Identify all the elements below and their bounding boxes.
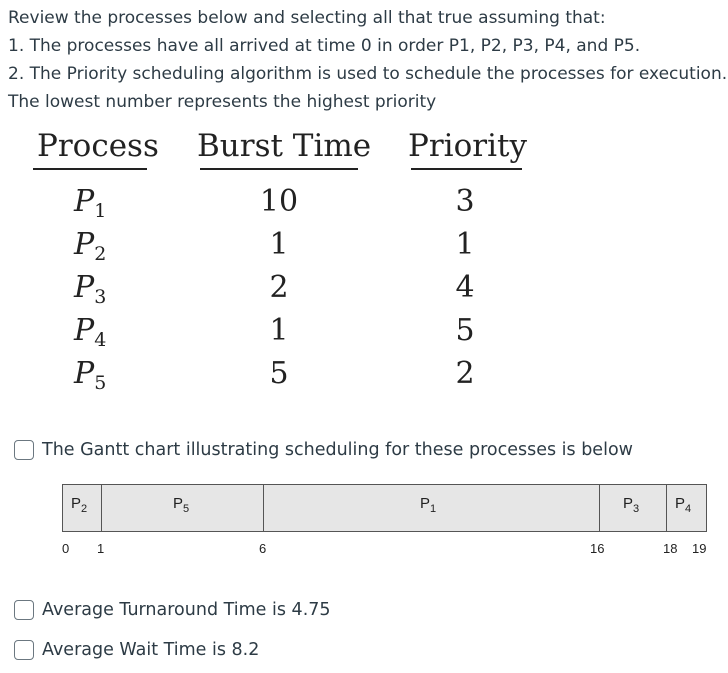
priority-cell: 1 [455,227,475,262]
priority-cell: 3 [455,184,475,219]
intro-line-2: 1. The processes have all arrived at time 0 in order P1, P2, P3, P4, and P5. [8,36,641,56]
process-name: $P_3$ [74,270,107,308]
process-name: $P_4$ [74,313,107,351]
option-label: The Gantt chart illustrating scheduling for these processes is below [42,440,633,460]
gantt-label: $P_5$ [173,495,190,515]
header-burst-time: Burst Time [197,128,372,164]
burst-time-cell: 2 [269,270,289,305]
burst-time-cell: 1 [269,313,289,348]
burst-time-cell: 1 [269,227,289,262]
intro-line-3: 2. The Priority scheduling algorithm is used to schedule the processes for execution. [8,64,728,84]
header-rule-process [33,168,147,170]
header-rule-burst [200,168,358,170]
priority-cell: 4 [455,270,475,305]
gantt-tick: 18 [663,541,678,556]
option-label: Average Turnaround Time is 4.75 [42,600,331,620]
option-label: Average Wait Time is 8.2 [42,640,260,660]
question-intro [8,4,727,116]
gantt-chart [62,484,707,532]
header-process: Process [37,128,159,164]
intro-line-1: Review the processes below and selecting all that true assuming that: [8,8,606,28]
checkbox[interactable] [14,640,34,660]
option-gantt-chart[interactable] [14,440,633,460]
option-average-wait[interactable] [14,640,259,660]
burst-time-cell: 5 [269,356,289,391]
process-name: $P_5$ [74,356,107,394]
header-priority: Priority [408,128,527,164]
checkbox[interactable] [14,440,34,460]
gantt-tick: 0 [62,541,70,556]
gantt-tick: 6 [259,541,267,556]
process-name: $P_2$ [74,227,107,265]
header-rule-priority [411,168,522,170]
checkbox[interactable] [14,600,34,620]
gantt-tick: 1 [97,541,105,556]
burst-time-cell: 10 [259,184,299,219]
gantt-label: $P_4$ [675,495,692,515]
gantt-label: $P_2$ [71,495,88,515]
gantt-tick: 19 [692,541,707,556]
gantt-tick: 16 [590,541,605,556]
option-average-turnaround[interactable] [14,600,331,620]
process-name: $P_1$ [74,184,107,222]
intro-line-4: The lowest number represents the highest priority [8,92,437,112]
gantt-label: $P_3$ [623,495,640,515]
gantt-label: $P_1$ [420,495,437,515]
priority-cell: 2 [455,356,475,391]
priority-cell: 5 [455,313,475,348]
